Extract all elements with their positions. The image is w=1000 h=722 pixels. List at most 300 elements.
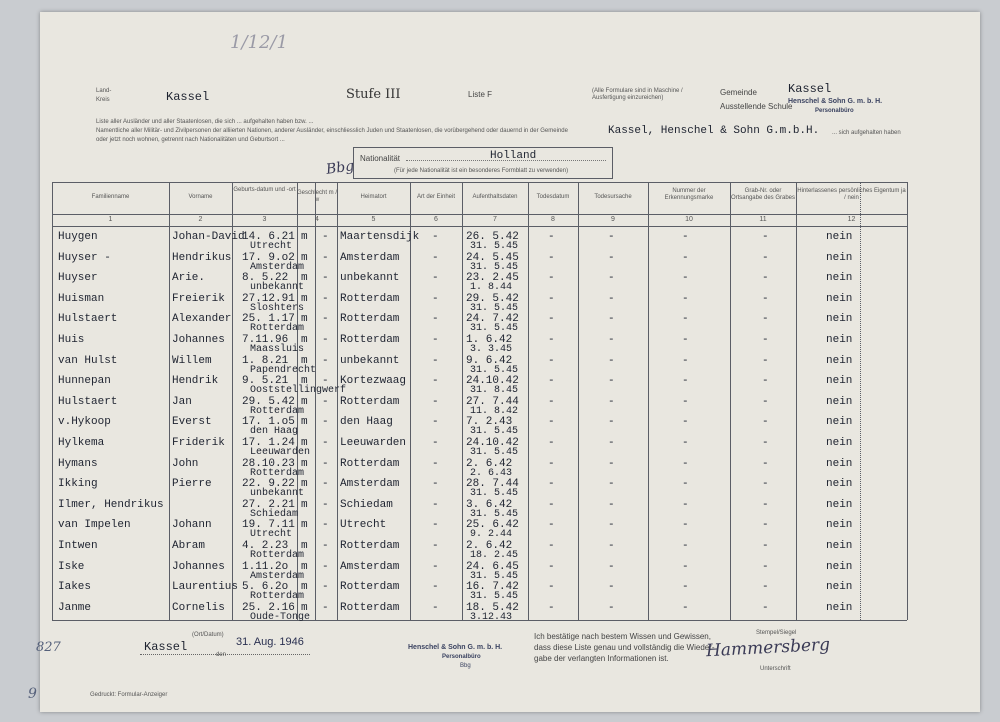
col-num-7: 7 — [493, 216, 497, 223]
table-row — [52, 333, 907, 353]
cell-death: - — [548, 292, 555, 305]
cell-sex: m — [301, 540, 308, 552]
cell-sex: m — [301, 601, 308, 614]
cell-sex: m — [301, 272, 308, 285]
cell-prop: nein — [826, 581, 853, 594]
cell-col4b: - — [322, 313, 329, 326]
cell-birth: 4. 2.23 — [242, 540, 289, 552]
company-stamp-line1: Henschel & Sohn G. m. b. H. — [408, 644, 503, 651]
cell-col4b: - — [322, 231, 329, 243]
cell-death: - — [548, 375, 555, 388]
nationality-hint: (Für jede Nationalität ist ein besonderes Formblatt zu verwenden) — [394, 168, 569, 174]
cell-birth: 1.11.2o — [242, 560, 289, 573]
cell-unit: - — [432, 395, 439, 408]
cell-stay1: 16. 7.42 — [466, 581, 519, 594]
kreis-label: Kreis — [96, 97, 110, 103]
cell-stay2: 18. 2.45 — [470, 550, 519, 561]
cell-stay2: 31. 5.45 — [470, 261, 519, 273]
cell-first: John — [172, 457, 199, 470]
cell-stay2: 9. 2.44 — [470, 529, 513, 541]
cell-grave: - — [762, 581, 769, 594]
cell-first: Hendrik — [172, 375, 219, 388]
cell-sex: m — [301, 313, 308, 326]
cell-death: - — [548, 437, 555, 449]
cell-stay1: 25. 6.42 — [466, 519, 519, 532]
cell-unit: - — [432, 519, 439, 532]
cell-tag: - — [682, 478, 689, 491]
cell-prop: nein — [826, 395, 853, 408]
cell-col4b: - — [322, 560, 329, 573]
cell-prop: nein — [826, 334, 853, 346]
cell-home: Maartensdijk — [340, 231, 420, 243]
cell-birth: 1. 8.21 — [242, 354, 289, 367]
cell-birthplace: Utrecht — [250, 529, 293, 541]
cell-prop: nein — [826, 540, 853, 552]
cell-first: Cornelis — [172, 601, 225, 614]
cell-grave: - — [762, 375, 769, 388]
cell-unit: - — [432, 354, 439, 367]
cell-birthplace: Utrecht — [250, 241, 293, 252]
declaration-line2: dass diese Liste genau und vollständig die Wieder- — [534, 643, 715, 652]
cell-death: - — [548, 272, 555, 285]
cell-home: Schiedam — [340, 498, 393, 511]
cell-birthplace: Sloshters — [250, 302, 305, 314]
cell-birthplace: Leeuwarden — [250, 447, 311, 458]
col-num-1: 1 — [108, 216, 113, 223]
cell-col4b: - — [322, 272, 329, 285]
table-row — [52, 580, 907, 603]
cell-birthplace: Rotterdam — [250, 405, 305, 417]
cell-name: Iske — [58, 560, 85, 573]
cell-prop: nein — [826, 375, 853, 388]
intro-end: ... sich aufgehalten haben — [832, 130, 901, 136]
cell-birthplace: Amsterdam — [250, 261, 305, 273]
cell-tag: - — [682, 395, 689, 408]
cell-death: - — [548, 478, 555, 491]
nationality-label: Nationalität — [360, 154, 401, 163]
cell-sex: m — [301, 251, 308, 264]
cell-stay2: 1. 8.44 — [470, 282, 513, 294]
cell-birth: 29. 5.42 — [242, 395, 295, 408]
table-row — [52, 292, 907, 312]
cell-cause: - — [608, 354, 615, 367]
cell-stay2: 31. 5.45 — [470, 426, 519, 438]
cell-home: Utrecht — [340, 519, 387, 532]
cell-first: Johannes — [172, 334, 225, 346]
cell-grave: - — [762, 540, 769, 552]
col-num-9: 9 — [611, 216, 615, 223]
cell-grave: - — [762, 292, 769, 305]
cell-sex: m — [301, 581, 308, 594]
cell-stay1: 27. 7.44 — [466, 395, 519, 408]
liste-label: Liste F — [468, 90, 493, 99]
cell-sex: m — [301, 457, 308, 470]
cell-grave: - — [762, 601, 769, 614]
cell-grave: - — [762, 519, 769, 532]
cell-grave: - — [762, 478, 769, 491]
table-row — [52, 251, 907, 271]
cell-stay1: 28. 7.44 — [466, 478, 519, 491]
cell-first: Freierik — [172, 292, 225, 305]
cell-prop: nein — [826, 560, 853, 573]
cell-grave: - — [762, 395, 769, 408]
table-row — [52, 601, 907, 621]
cell-stay2: 3.12.43 — [470, 611, 513, 623]
cell-death: - — [548, 601, 555, 614]
cell-tag: - — [682, 416, 689, 429]
cell-unit: - — [432, 334, 439, 346]
cell-stay2: 31. 5.45 — [470, 364, 519, 376]
handwritten-initials: Bbg — [325, 158, 356, 178]
cell-home: Rotterdam — [340, 334, 400, 346]
cell-birthplace: Rotterdam — [250, 550, 305, 561]
col-header-8: Todesdatum — [536, 194, 570, 200]
cell-birth: 19. 7.11 — [242, 519, 295, 532]
cell-birth: 25. 1.17 — [242, 313, 295, 326]
cell-name: Huygen — [58, 231, 98, 243]
cell-first: Abram — [172, 540, 206, 552]
table-row — [52, 312, 907, 335]
cell-birth: 9. 5.21 — [242, 375, 289, 388]
cell-stay2: 31. 8.45 — [470, 385, 519, 397]
cell-name: Hymans — [58, 457, 98, 470]
cell-birth: 28.10.23 — [242, 457, 295, 470]
cell-tag: - — [682, 519, 689, 532]
table-row — [52, 436, 907, 456]
cell-stay1: 2. 6.42 — [466, 457, 513, 470]
cell-first: Arie. — [172, 272, 206, 285]
cell-unit: - — [432, 292, 439, 305]
cell-home: Amsterdam — [340, 251, 400, 264]
cell-stay1: 24.10.42 — [466, 437, 519, 449]
cell-stay1: 24. 6.45 — [466, 560, 519, 573]
cell-birthplace: Papendrecht — [250, 364, 317, 376]
cell-birth: 5. 6.2o — [242, 581, 289, 594]
cell-sex: m — [301, 478, 308, 491]
cell-prop: nein — [826, 251, 853, 264]
cell-cause: - — [608, 251, 615, 264]
cell-first: Alexander — [172, 313, 232, 326]
cell-death: - — [548, 416, 555, 429]
col-num-5: 5 — [371, 216, 376, 223]
cell-unit: - — [432, 313, 439, 326]
cell-home: Rotterdam — [340, 581, 400, 594]
signature: Hammersberg — [705, 634, 831, 662]
cell-cause: - — [608, 478, 615, 491]
cell-grave: - — [762, 272, 769, 285]
table-row — [52, 395, 907, 415]
table-row — [52, 230, 907, 250]
cell-name: Huis — [58, 334, 85, 346]
intro-line-3: oder jetzt noch wohnen, getrennt nach Nationalitäten und Geburtsort ... — [96, 137, 285, 143]
cell-death: - — [548, 519, 555, 532]
table-row — [52, 457, 907, 477]
cell-col4b: - — [322, 354, 329, 367]
cell-stay1: 18. 5.42 — [466, 601, 519, 614]
cell-name: v.Hykoop — [58, 416, 111, 429]
cell-cause: - — [608, 560, 615, 573]
table-row — [52, 518, 907, 541]
cell-home: Rotterdam — [340, 313, 400, 326]
cell-prop: nein — [826, 498, 853, 511]
intro-line-2: Namentliche aller Militär- und Zivilpersonen der alliierten Nationen, anderer Ausländer, einschliesslich Juden und Staatenlosen, die vorübergehend oder dauernd in der Gemeinde — [96, 128, 568, 134]
cell-name: Hulstaert — [58, 313, 118, 326]
cell-name: Hulstaert — [58, 395, 118, 408]
cell-col4b: - — [322, 395, 329, 408]
cell-sex: m — [301, 375, 308, 388]
cell-birth: 14. 6.21 — [242, 231, 295, 243]
cell-tag: - — [682, 375, 689, 388]
cell-col4b: - — [322, 292, 329, 305]
col-header-9: Todesursache — [594, 194, 632, 200]
land-value: Kassel — [166, 90, 210, 104]
cell-cause: - — [608, 457, 615, 470]
cell-stay2: 31. 5.45 — [470, 323, 519, 335]
table-row — [52, 477, 907, 500]
cell-birthplace: den Haag — [250, 426, 299, 438]
col-num-12: 12 — [847, 216, 856, 223]
col-header-2: Vorname — [188, 194, 213, 200]
signer-label: Unterschrift — [760, 666, 791, 672]
cell-cause: - — [608, 292, 615, 305]
cell-home: unbekannt — [340, 354, 400, 367]
cell-birth: 27. 2.21 — [242, 498, 295, 511]
cell-birthplace: Rotterdam — [250, 467, 305, 479]
cell-birthplace: Schiedam — [250, 508, 299, 520]
cell-first: Jan — [172, 395, 192, 408]
cell-stay2: 31. 5.45 — [470, 591, 519, 603]
cell-death: - — [548, 560, 555, 573]
place-date-label: (Ort/Datum) — [192, 632, 224, 638]
cell-stay1: 1. 6.42 — [466, 334, 513, 346]
cell-tag: - — [682, 292, 689, 305]
col-num-4: 4 — [315, 216, 319, 223]
table-top-border — [52, 182, 907, 183]
cell-cause: - — [608, 272, 615, 285]
cell-stay2: 31. 5.45 — [470, 447, 519, 458]
cell-prop: nein — [826, 272, 853, 285]
cell-home: unbekannt — [340, 272, 400, 285]
cell-col4b: - — [322, 437, 329, 449]
cell-col4b: - — [322, 519, 329, 532]
cell-sex: m — [301, 334, 308, 346]
cell-tag: - — [682, 581, 689, 594]
cell-birthplace: Ooststellingwerf — [250, 385, 347, 397]
cell-cause: - — [608, 416, 615, 429]
cell-home: Kortezwaag — [340, 375, 407, 388]
cell-prop: nein — [826, 231, 853, 243]
col-line-12 — [907, 182, 908, 620]
cell-stay1: 24. 7.42 — [466, 313, 519, 326]
cell-stay2: 11. 8.42 — [470, 405, 519, 417]
cell-tag: - — [682, 272, 689, 285]
cell-sex: m — [301, 437, 308, 449]
cell-birth: 22. 9.22 — [242, 478, 295, 491]
cell-stay1: 9. 6.42 — [466, 354, 513, 367]
cell-stay1: 26. 5.42 — [466, 231, 519, 243]
cell-unit: - — [432, 272, 439, 285]
cell-prop: nein — [826, 457, 853, 470]
col-header-10: Nummer der Erkennungsmarke — [664, 188, 714, 201]
cell-home: Leeuwarden — [340, 437, 407, 449]
cell-name: Hylkema — [58, 437, 105, 449]
cell-sex: m — [301, 519, 308, 532]
cell-col4b: - — [322, 601, 329, 614]
cell-sex: m — [301, 416, 308, 429]
cell-unit: - — [432, 478, 439, 491]
cell-stay2: 31. 5.45 — [470, 570, 519, 582]
cell-birthplace: unbekannt — [250, 282, 305, 294]
cell-death: - — [548, 231, 555, 243]
cell-unit: - — [432, 560, 439, 573]
cell-birth: 25. 2.16 — [242, 601, 295, 614]
cell-first: Pierre — [172, 478, 212, 491]
cell-tag: - — [682, 498, 689, 511]
col-header-1: Familienname — [91, 194, 130, 200]
cell-home: Rotterdam — [340, 601, 400, 614]
cell-stay2: 2. 6.43 — [470, 467, 513, 479]
cell-cause: - — [608, 313, 615, 326]
table-row — [52, 354, 907, 374]
pencil-archive-number: 1/12/1 — [230, 32, 288, 53]
cell-home: Amsterdam — [340, 478, 400, 491]
cell-unit: - — [432, 416, 439, 429]
col-num-3: 3 — [262, 216, 267, 223]
cell-tag: - — [682, 601, 689, 614]
aussteller-label: Ausstellende Schule — [720, 102, 793, 111]
gemeinde-value: Kassel — [788, 82, 832, 96]
cell-first: Hendrikus — [172, 251, 232, 264]
cell-prop: nein — [826, 292, 853, 305]
cell-name: Iakes — [58, 581, 92, 594]
cell-death: - — [548, 581, 555, 594]
cell-cause: - — [608, 375, 615, 388]
cell-prop: nein — [826, 437, 853, 449]
land-label: Land- — [96, 88, 112, 94]
gemeinde-label: Gemeinde — [720, 88, 757, 97]
cell-sex: m — [301, 560, 308, 573]
cell-sex: m — [301, 231, 308, 243]
cell-first: Johan-David — [172, 231, 245, 243]
cell-death: - — [548, 457, 555, 470]
cell-prop: nein — [826, 313, 853, 326]
cell-first: Laurentius — [172, 581, 239, 594]
cell-birth: 17. 1.o5 — [242, 416, 295, 429]
table-row — [52, 560, 907, 580]
cell-stay1: 7. 2.43 — [466, 416, 513, 429]
aussteller-stamp: Henschel & Sohn G. m. b. H. — [788, 98, 883, 105]
col-header-11: Grab-Nr. oder Ortsangabe des Grabes — [730, 188, 796, 201]
cell-name: van Impelen — [58, 519, 131, 532]
cell-cause: - — [608, 231, 615, 243]
cell-birthplace: Amsterdam — [250, 570, 305, 582]
cell-death: - — [548, 313, 555, 326]
cell-stay2: 31. 5.45 — [470, 488, 519, 500]
col-header-5: Heimatort — [360, 194, 387, 200]
cell-tag: - — [682, 540, 689, 552]
aussteller-stamp-sub: Personalbüro — [815, 108, 854, 114]
cell-col4b: - — [322, 498, 329, 511]
cell-prop: nein — [826, 478, 853, 491]
cell-birth: 17. 9.o2 — [242, 251, 295, 264]
cell-tag: - — [682, 231, 689, 243]
margin-mark: 9 — [28, 686, 37, 702]
cell-grave: - — [762, 457, 769, 470]
col-num-6: 6 — [434, 216, 438, 223]
cell-tag: - — [682, 437, 689, 449]
cell-unit: - — [432, 231, 439, 243]
cell-grave: - — [762, 416, 769, 429]
cell-cause: - — [608, 519, 615, 532]
cell-first: Johannes — [172, 560, 225, 573]
company-stamp-line2: Personalbüro — [442, 654, 481, 660]
cell-unit: - — [432, 375, 439, 388]
col-header-3: Geburts-datum und -ort — [233, 187, 296, 193]
cell-col4b: - — [322, 478, 329, 491]
cell-tag: - — [682, 251, 689, 264]
cell-stay1: 23. 2.45 — [466, 272, 519, 285]
cell-sex: m — [301, 292, 308, 305]
cell-unit: - — [432, 498, 439, 511]
cell-name: van Hulst — [58, 354, 118, 367]
cell-name: Hunnepan — [58, 375, 111, 388]
cell-sex: m — [301, 498, 308, 511]
cell-birthplace: Rotterdam — [250, 591, 305, 603]
cell-birth: 27.12.91 — [242, 292, 295, 305]
cell-cause: - — [608, 540, 615, 552]
cell-grave: - — [762, 251, 769, 264]
col-header-4: Geschlecht m / w — [297, 190, 338, 203]
cell-home: Rotterdam — [340, 395, 400, 408]
cell-grave: - — [762, 313, 769, 326]
cell-birth: 7.11.96 — [242, 334, 289, 346]
cell-birthplace: unbekannt — [250, 488, 305, 500]
seal-label: Stempel/Siegel — [756, 630, 797, 636]
cell-tag: - — [682, 457, 689, 470]
cell-stay2: 31. 5.45 — [470, 508, 519, 520]
cell-death: - — [548, 251, 555, 264]
cell-tag: - — [682, 334, 689, 346]
col-num-2: 2 — [198, 216, 203, 223]
company-stamp-line3: Bbg — [460, 663, 471, 669]
cell-grave: - — [762, 231, 769, 243]
cell-col4b: - — [322, 334, 329, 346]
printer-note: Gedruckt: Formular-Anzeiger — [90, 692, 168, 698]
cell-cause: - — [608, 437, 615, 449]
den-label: den — [216, 652, 227, 658]
cell-name: Janme — [58, 601, 92, 614]
cell-col4b: - — [322, 251, 329, 264]
cell-death: - — [548, 395, 555, 408]
cell-unit: - — [432, 581, 439, 594]
cell-name: Ikking — [58, 478, 98, 491]
cell-birth: 17. 1.24 — [242, 437, 295, 449]
col-num-10: 10 — [685, 216, 693, 223]
cell-birthplace: Rotterdam — [250, 323, 305, 335]
cell-home: den Haag — [340, 416, 393, 429]
cell-death: - — [548, 334, 555, 346]
table-row — [52, 498, 907, 518]
cell-name: Huisman — [58, 292, 105, 305]
header-divider — [52, 214, 907, 215]
cell-col4b: - — [322, 581, 329, 594]
cell-first: Friderik — [172, 437, 225, 449]
col-header-6: Art der Einheit — [416, 194, 456, 200]
firm-typed: Kassel, Henschel & Sohn G.m.b.H. — [608, 125, 820, 137]
cell-tag: - — [682, 313, 689, 326]
cell-birthplace: Maassluis — [250, 344, 305, 355]
cell-name: Huyser - — [58, 251, 111, 264]
